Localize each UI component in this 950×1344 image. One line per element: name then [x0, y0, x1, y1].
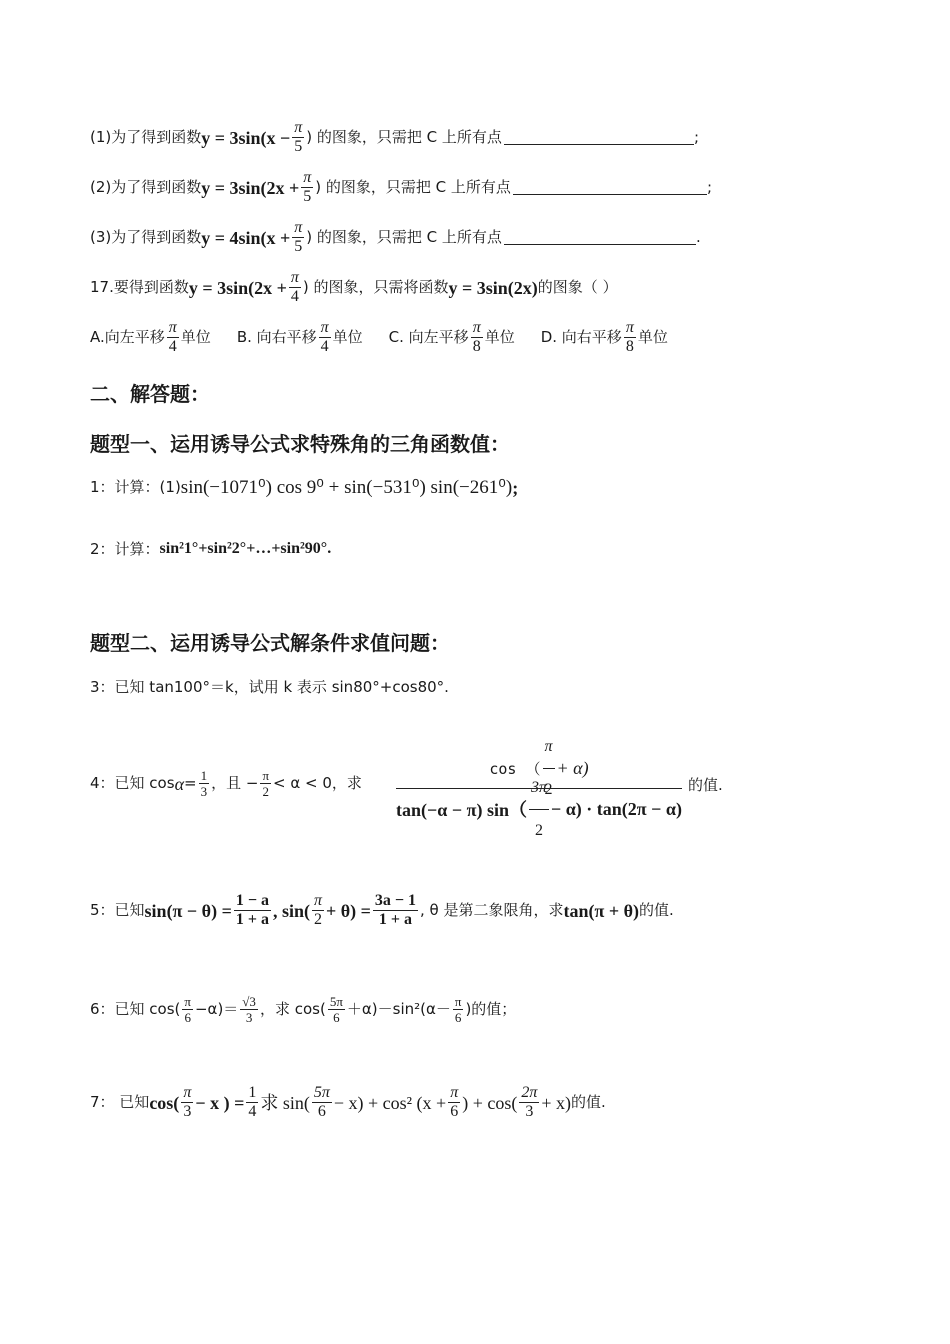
q16-l2-end: ; — [706, 178, 712, 196]
p4-alpha: α — [174, 773, 185, 794]
q16-l2-math: y = 3sin(2x + — [201, 177, 300, 198]
p4-fraction-1: $\frac{1}{3}$ — [200, 768, 208, 799]
q16-l2-blank[interactable] — [513, 180, 707, 195]
p4-fraction-2: $\frac{\pi}{2}$ — [262, 768, 270, 799]
p6-fraction-3: $\frac{5\pi}{6}$ — [329, 994, 343, 1025]
p4-prefix: 4：已知 cos — [90, 774, 175, 792]
p7-expr-3: 求 sin( — [260, 1092, 310, 1113]
q17-options — [90, 320, 668, 355]
p6-suffix: )的值； — [465, 1000, 517, 1018]
q16-l2-prefix: (2)为了得到函数 — [90, 178, 202, 196]
p4-middle-1: ，且 − — [211, 774, 259, 792]
q16-l1-fraction: $\frac{\pi}{5}$ — [294, 119, 303, 155]
p5-expr-1: sin(π − θ) = — [144, 900, 232, 921]
q17-prefix: 17.要得到函数 — [90, 278, 189, 296]
q17-middle: ) 的图象，只需将函数 — [302, 278, 449, 296]
p5-fraction-3: $\frac{3a - 1}{1 + a}$ — [374, 892, 417, 928]
q16-l2-fraction: $\frac{\pi}{5}$ — [303, 169, 312, 205]
q16-l1-blank[interactable] — [504, 130, 694, 145]
p7-expr-2: − x ) = — [195, 1092, 245, 1113]
q16-l1-end: ; — [693, 128, 699, 146]
p7-fraction-1: $\frac{\pi}{3}$ — [183, 1084, 192, 1120]
p4-numerator: cos （ $\frac{\pi}{2}$ + α) — [489, 748, 588, 788]
q16-line-3 — [90, 220, 701, 255]
p4-suffix-line — [688, 778, 723, 793]
p6-expr-2: ，求 cos( — [259, 1000, 326, 1018]
q16-l1-math: y = 3sin(x − — [201, 127, 291, 148]
q17-option-c[interactable]: C. 向左平移 $\frac{\pi}{8}$ 单位 — [388, 319, 515, 355]
q17-option-a[interactable]: A.向左平移 $\frac{\pi}{4}$ 单位 — [90, 319, 211, 355]
q16-l1-suffix: ) 的图象，只需把 C 上所有点 — [306, 128, 502, 146]
p2-expression: sin²1°+sin²2°+…+sin²90°. — [159, 540, 332, 557]
q17-math-2: y = 3sin(2x) — [448, 277, 538, 298]
q16-line-1 — [90, 120, 699, 155]
type-one-heading: 题型一、运用诱导公式求特殊角的三角函数值： — [90, 432, 510, 456]
p1-end: ; — [512, 477, 519, 498]
p7-fraction-2: $\frac{1}{4}$ — [248, 1084, 257, 1120]
q16-l3-blank[interactable] — [504, 230, 696, 245]
problem-2 — [90, 541, 331, 557]
p6-fraction-1: $\frac{\pi}{6}$ — [184, 994, 191, 1025]
p4-equals: = — [184, 774, 197, 792]
p2-prefix: 2：计算： — [90, 539, 160, 558]
q17-fraction: $\frac{\pi}{4}$ — [290, 269, 299, 305]
q17-option-d[interactable]: D. 向右平移 $\frac{\pi}{8}$ 单位 — [540, 319, 668, 355]
p6-prefix: 6：已知 cos( — [90, 1000, 181, 1018]
problem-4-stem — [90, 769, 362, 798]
p1-expression: sin(−1071⁰) cos 9⁰ + sin(−531⁰) sin(−261⁰) — [180, 477, 513, 498]
p5-fraction-1: $\frac{1 - a}{1 + a}$ — [235, 892, 269, 928]
problem-5 — [90, 893, 674, 928]
p5-expr-5: tan(π + θ) — [563, 900, 640, 921]
problem-6 — [90, 995, 516, 1024]
p4-denominator: tan(−α − π) sin（ $\frac{3\pi}{2}$ − α) · tan(2π − α) — [396, 789, 682, 829]
p6-fraction-2: $\frac{√3}{3}$ — [242, 994, 256, 1025]
q17-suffix: 的图象（ ） — [537, 278, 618, 296]
q17-math-1: y = 3sin(2x + — [188, 277, 287, 298]
p1-prefix: 1：计算：(1) — [90, 478, 181, 496]
p7-fraction-4: $\frac{\pi}{6}$ — [450, 1084, 459, 1120]
p5-expr-3: + θ) = — [325, 900, 371, 921]
p6-expr-1: −α)＝ — [194, 1000, 239, 1018]
p4-big-fraction — [396, 737, 682, 839]
p3-text: 3：已知 tan100°＝k，试用 k 表示 sin80°+cos80°. — [90, 678, 449, 696]
p7-expr-1: cos( — [149, 1092, 180, 1113]
q16-l3-end: . — [695, 228, 701, 246]
p5-suffix: 的值. — [639, 901, 674, 919]
p5-expr-2: , sin( — [272, 900, 310, 921]
p5-fraction-2: $\frac{\pi}{2}$ — [313, 892, 322, 928]
q16-l1-prefix: (1)为了得到函数 — [90, 128, 202, 146]
q16-l3-math: y = 4sin(x + — [201, 227, 291, 248]
p7-prefix: 7： 已知 — [90, 1093, 150, 1111]
problem-3 — [90, 680, 449, 695]
p5-expr-4: , θ 是第二象限角，求 — [420, 901, 564, 919]
problem-7 — [90, 1085, 606, 1120]
p7-suffix: 的值. — [571, 1093, 606, 1111]
q16-l3-fraction: $\frac{\pi}{5}$ — [294, 219, 303, 255]
p7-expr-4: − x) + cos² (x + — [333, 1092, 447, 1113]
p6-fraction-4: $\frac{\pi}{6}$ — [454, 994, 462, 1025]
p5-prefix: 5：已知 — [90, 901, 145, 919]
q17-stem — [90, 270, 618, 305]
problem-1 — [90, 478, 518, 497]
q17-option-b[interactable]: B. 向右平移 $\frac{\pi}{4}$ 单位 — [236, 319, 363, 355]
q16-l3-prefix: (3)为了得到函数 — [90, 228, 202, 246]
p7-expr-6: + x) — [541, 1092, 572, 1113]
q16-l2-suffix: ) 的图象，只需把 C 上所有点 — [315, 178, 511, 196]
q16-l3-suffix: ) 的图象，只需把 C 上所有点 — [306, 228, 502, 246]
p7-expr-5: ) + cos( — [462, 1092, 518, 1113]
p7-fraction-3: $\frac{5\pi}{6}$ — [313, 1084, 330, 1120]
p6-expr-3: ＋α)－sin²(α－ — [346, 1000, 451, 1018]
type-two-heading: 题型二、运用诱导公式解条件求值问题： — [90, 631, 450, 655]
p4-suffix: 的值. — [688, 776, 723, 794]
p4-middle-2: < α < 0，求 — [273, 774, 362, 792]
q16-line-2 — [90, 170, 712, 205]
section-heading: 二、解答题： — [90, 382, 210, 406]
p7-fraction-5: $\frac{2\pi}{3}$ — [521, 1084, 538, 1120]
